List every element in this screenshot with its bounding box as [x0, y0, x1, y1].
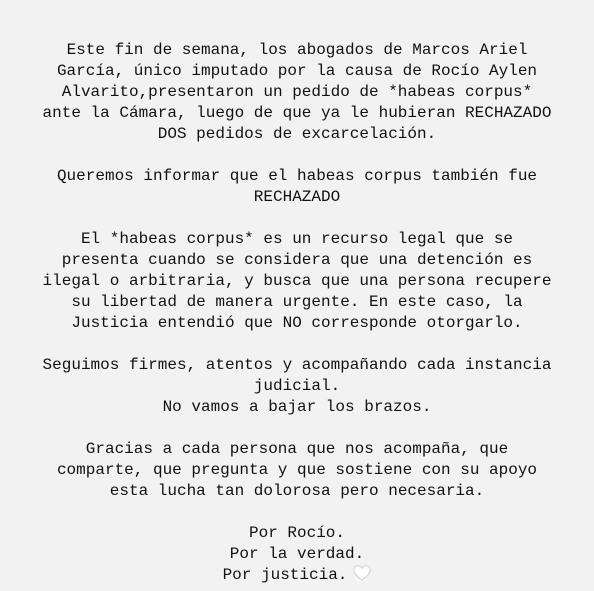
paragraph-habeas-corpus-request — [0, 40, 594, 145]
text-line: García, único imputado por la causa de Rocío Aylen — [56, 62, 538, 80]
paragraph-gratitude — [0, 439, 594, 502]
text-line: Por la verdad. — [229, 545, 365, 563]
text-line: No vamos a bajar los brazos. — [162, 398, 432, 416]
text-line: Alvarito,presentaron un pedido de *habeas corpus* — [61, 83, 533, 101]
paragraph-gap — [0, 334, 594, 355]
text-line: esta lucha tan dolorosa pero necesaria. — [109, 482, 485, 500]
text-line: El *habeas corpus* es un recurso legal que se — [80, 230, 514, 248]
text-line: su libertad de manera urgente. En este caso, la — [71, 293, 523, 311]
text-line: ilegal o arbitraria, y busca que una persona recupere — [42, 272, 552, 290]
paragraph-gap — [0, 145, 594, 166]
text-line: presenta cuando se considera que una detención es — [61, 251, 533, 269]
paragraph-gap — [0, 502, 594, 523]
text-line: Justicia entendió que NO corresponde otorgarlo. — [71, 314, 523, 332]
text-line: Gracias a cada persona que nos acompaña, que — [85, 440, 509, 458]
closing-line — [0, 565, 594, 586]
paragraph-closing — [0, 523, 594, 586]
text-line: RECHAZADO — [253, 188, 341, 206]
white-heart-icon — [353, 565, 371, 581]
paragraph-rejected-notice — [0, 166, 594, 208]
paragraph-habeas-corpus-definition — [0, 229, 594, 334]
text-line: Seguimos firmes, atentos y acompañando cada instancia — [42, 356, 552, 374]
text-line: ante la Cámara, luego de que ya le hubieran RECHAZADO — [42, 104, 552, 122]
text-line: Este fin de semana, los abogados de Marcos Ariel — [66, 41, 528, 59]
paragraph-resolve — [0, 355, 594, 418]
text-line: comparte, que pregunta y que sostiene con su apoyo — [56, 461, 538, 479]
text-line: Por justicia. — [222, 566, 348, 584]
text-line: judicial. — [253, 377, 341, 395]
paragraph-gap — [0, 418, 594, 439]
text-line: DOS pedidos de excarcelación. — [157, 125, 437, 143]
paragraph-gap — [0, 208, 594, 229]
text-line: Queremos informar que el habeas corpus también fue — [56, 167, 538, 185]
text-line: Por Rocío. — [248, 524, 345, 542]
